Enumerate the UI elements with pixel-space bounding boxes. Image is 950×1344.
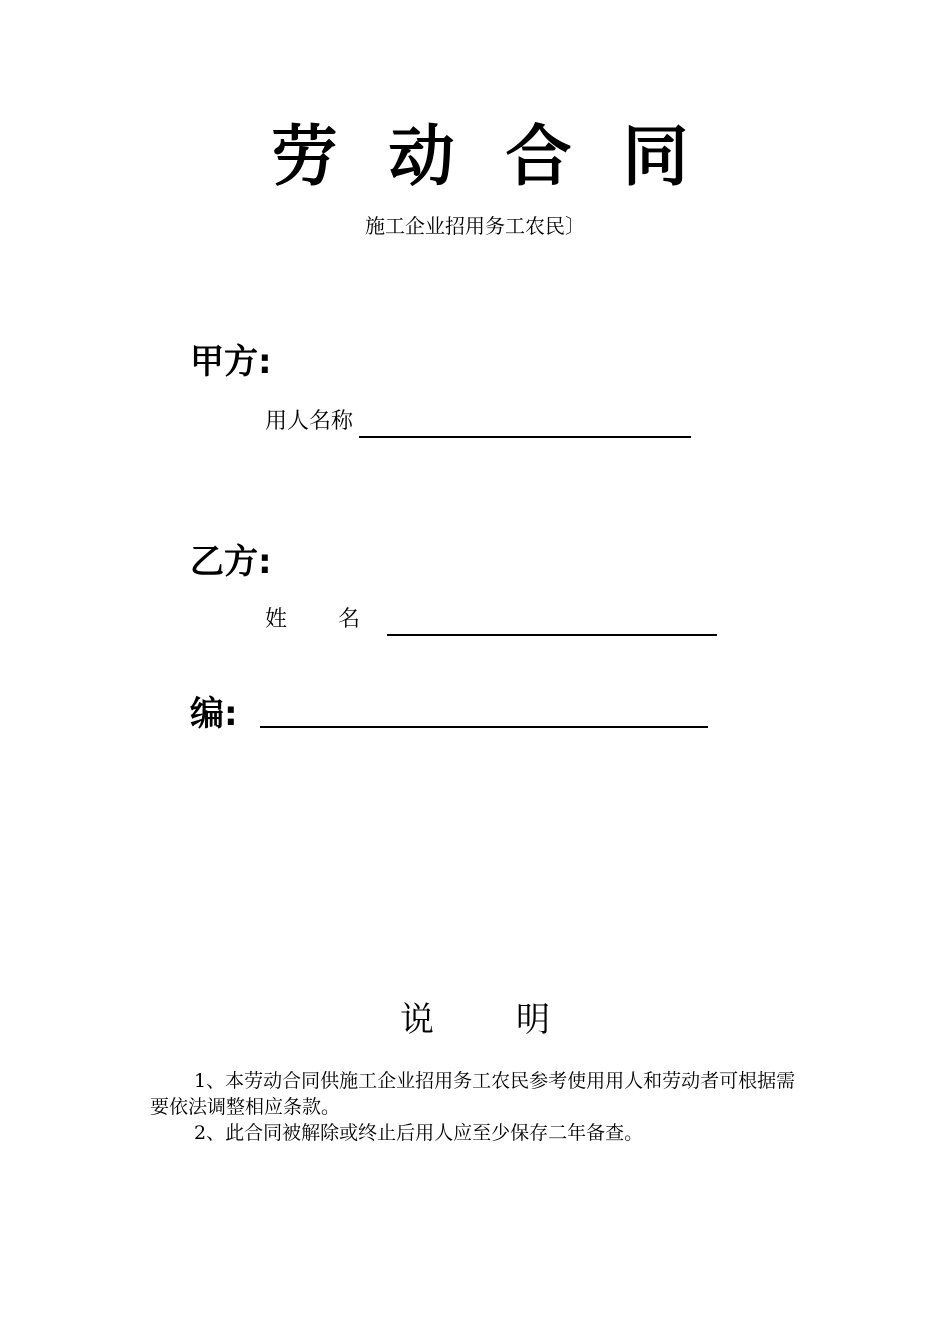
worker-name-row: [265, 604, 717, 636]
notes-title-right: 明: [516, 1000, 550, 1040]
party-b-heading: 乙方:: [190, 542, 272, 582]
note-item-1: 1、本劳动合同供施工企业招用务工农民参考使用用人和劳动者可根据需要依法调整相应条款。: [150, 1070, 796, 1118]
notes-body: [150, 1068, 800, 1146]
worker-name-label: 姓 名: [265, 607, 360, 632]
document-subtitle: 施工企业招用务工农民〕: [365, 214, 585, 238]
employer-name-label: 用人名称: [265, 409, 354, 434]
contract-code-label: 编:: [190, 694, 238, 734]
note-item-2: 2、此合同被解除或终止后用人应至少保存二年备查。: [194, 1122, 644, 1144]
notes-title-left: 说: [400, 1000, 434, 1040]
employer-name-blank[interactable]: [359, 410, 691, 438]
party-a-heading: 甲方:: [190, 342, 272, 382]
document-title: 劳 动 合 同: [271, 118, 703, 195]
contract-code-row: [190, 692, 708, 736]
employer-name-row: [265, 406, 691, 438]
contract-code-blank[interactable]: [260, 696, 708, 728]
worker-name-blank[interactable]: [387, 608, 717, 636]
notes-title: [0, 996, 950, 1044]
